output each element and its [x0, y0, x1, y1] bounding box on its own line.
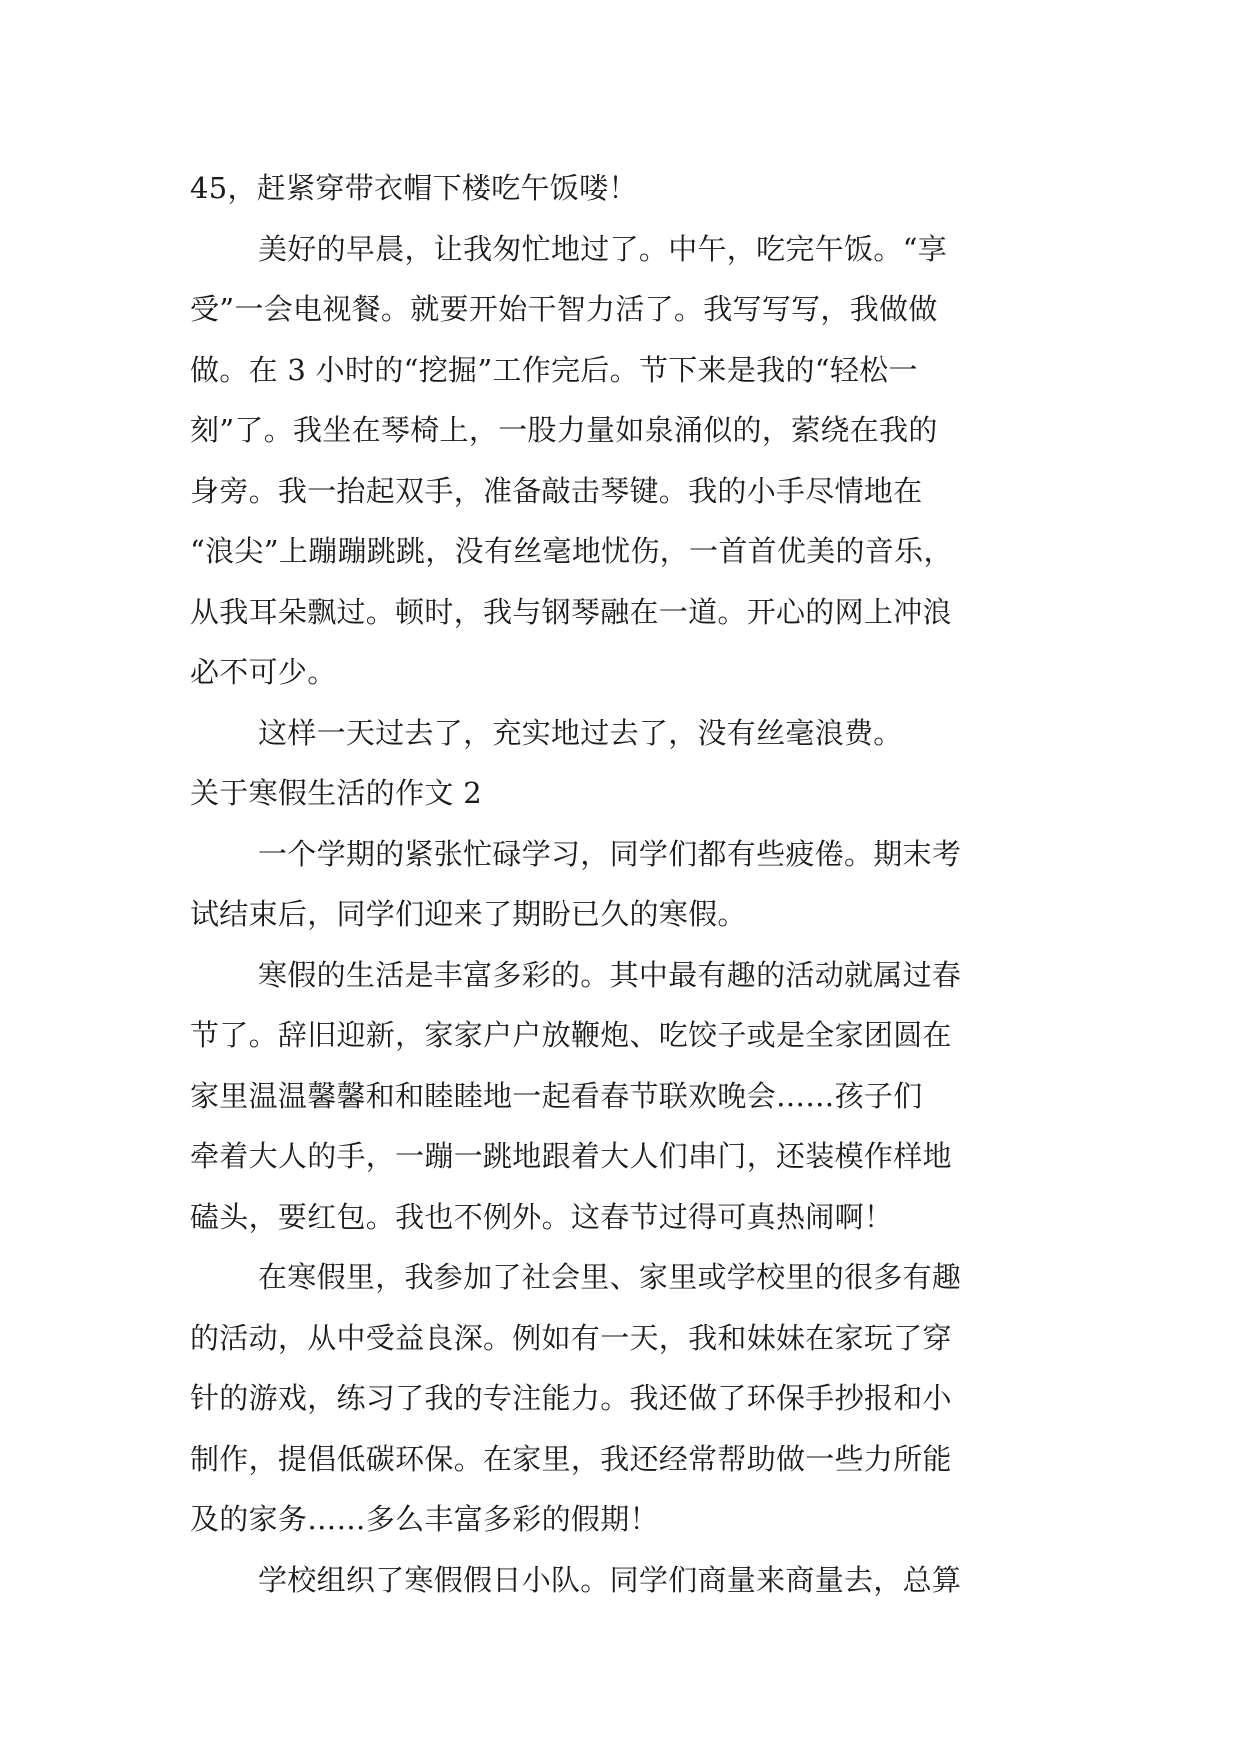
text-line: 家里温温馨馨和和睦睦地一起看春节联欢晚会……孩子们 — [190, 1078, 923, 1113]
text-line: 节了。辞旧迎新，家家户户放鞭炮、吃饺子或是全家团圆在 — [190, 1018, 952, 1052]
paragraph-start-line: 学校组织了寒假假日小队。同学们商量来商量去，总算 — [258, 1562, 962, 1597]
text-line: 试结束后，同学们迎来了期盼已久的寒假。 — [190, 897, 747, 931]
text-line: “浪尖”上蹦蹦跳跳，没有丝毫地忧伤，一首首优美的音乐， — [190, 534, 953, 568]
text-line: 针的游戏，练习了我的专注能力。我还做了环保手抄报和小 — [190, 1381, 952, 1415]
text-line: 45，赶紧穿带衣帽下楼吃午饭喽！ — [190, 171, 638, 205]
text-line: 牵着大人的手，一蹦一跳地跟着大人们串门，还装模作样地 — [190, 1139, 952, 1173]
paragraph-start-line: 寒假的生活是丰富多彩的。其中最有趣的活动就属过春 — [258, 957, 962, 992]
text-line: 从我耳朵飘过。顿时，我与钢琴融在一道。开心的网上冲浪 — [190, 594, 952, 629]
text-line: 受”一会电视餐。就要开始干智力活了。我写写写，我做做 — [190, 292, 938, 326]
document-body — [190, 158, 1058, 1610]
paragraph-start-line: 在寒假里，我参加了社会里、家里或学校里的很多有趣 — [258, 1260, 962, 1294]
text-line: 及的家务……多么丰富多彩的假期！ — [190, 1502, 659, 1536]
paragraph-start-line: 这样一天过去了，充实地过去了，没有丝毫浪费。 — [258, 715, 903, 750]
text-line: 磕头，要红包。我也不例外。这春节过得可真热闹啊！ — [190, 1199, 894, 1234]
text-line: 做。在 3 小时的“挖掘”工作完后。节下来是我的“轻松一 — [190, 352, 918, 387]
text-line: 必不可少。 — [190, 655, 337, 689]
paragraph-start-line: 美好的早晨，让我匆忙地过了。中午，吃完午饭。“享 — [258, 231, 948, 266]
text-line: 的活动，从中受益良深。例如有一天，我和妹妹在家玩了穿 — [190, 1320, 952, 1355]
paragraph-start-line: 一个学期的紧张忙碌学习，同学们都有些疲倦。期末考 — [258, 836, 962, 871]
text-line: 刻”了。我坐在琴椅上，一股力量如泉涌似的，萦绕在我的 — [190, 413, 938, 447]
text-line: 身旁。我一抬起双手，准备敲击琴键。我的小手尽情地在 — [190, 473, 923, 508]
text-line: 制作，提倡低碳环保。在家里，我还经常帮助做一些力所能 — [190, 1441, 952, 1476]
section-heading: 关于寒假生活的作文 2 — [190, 776, 482, 810]
